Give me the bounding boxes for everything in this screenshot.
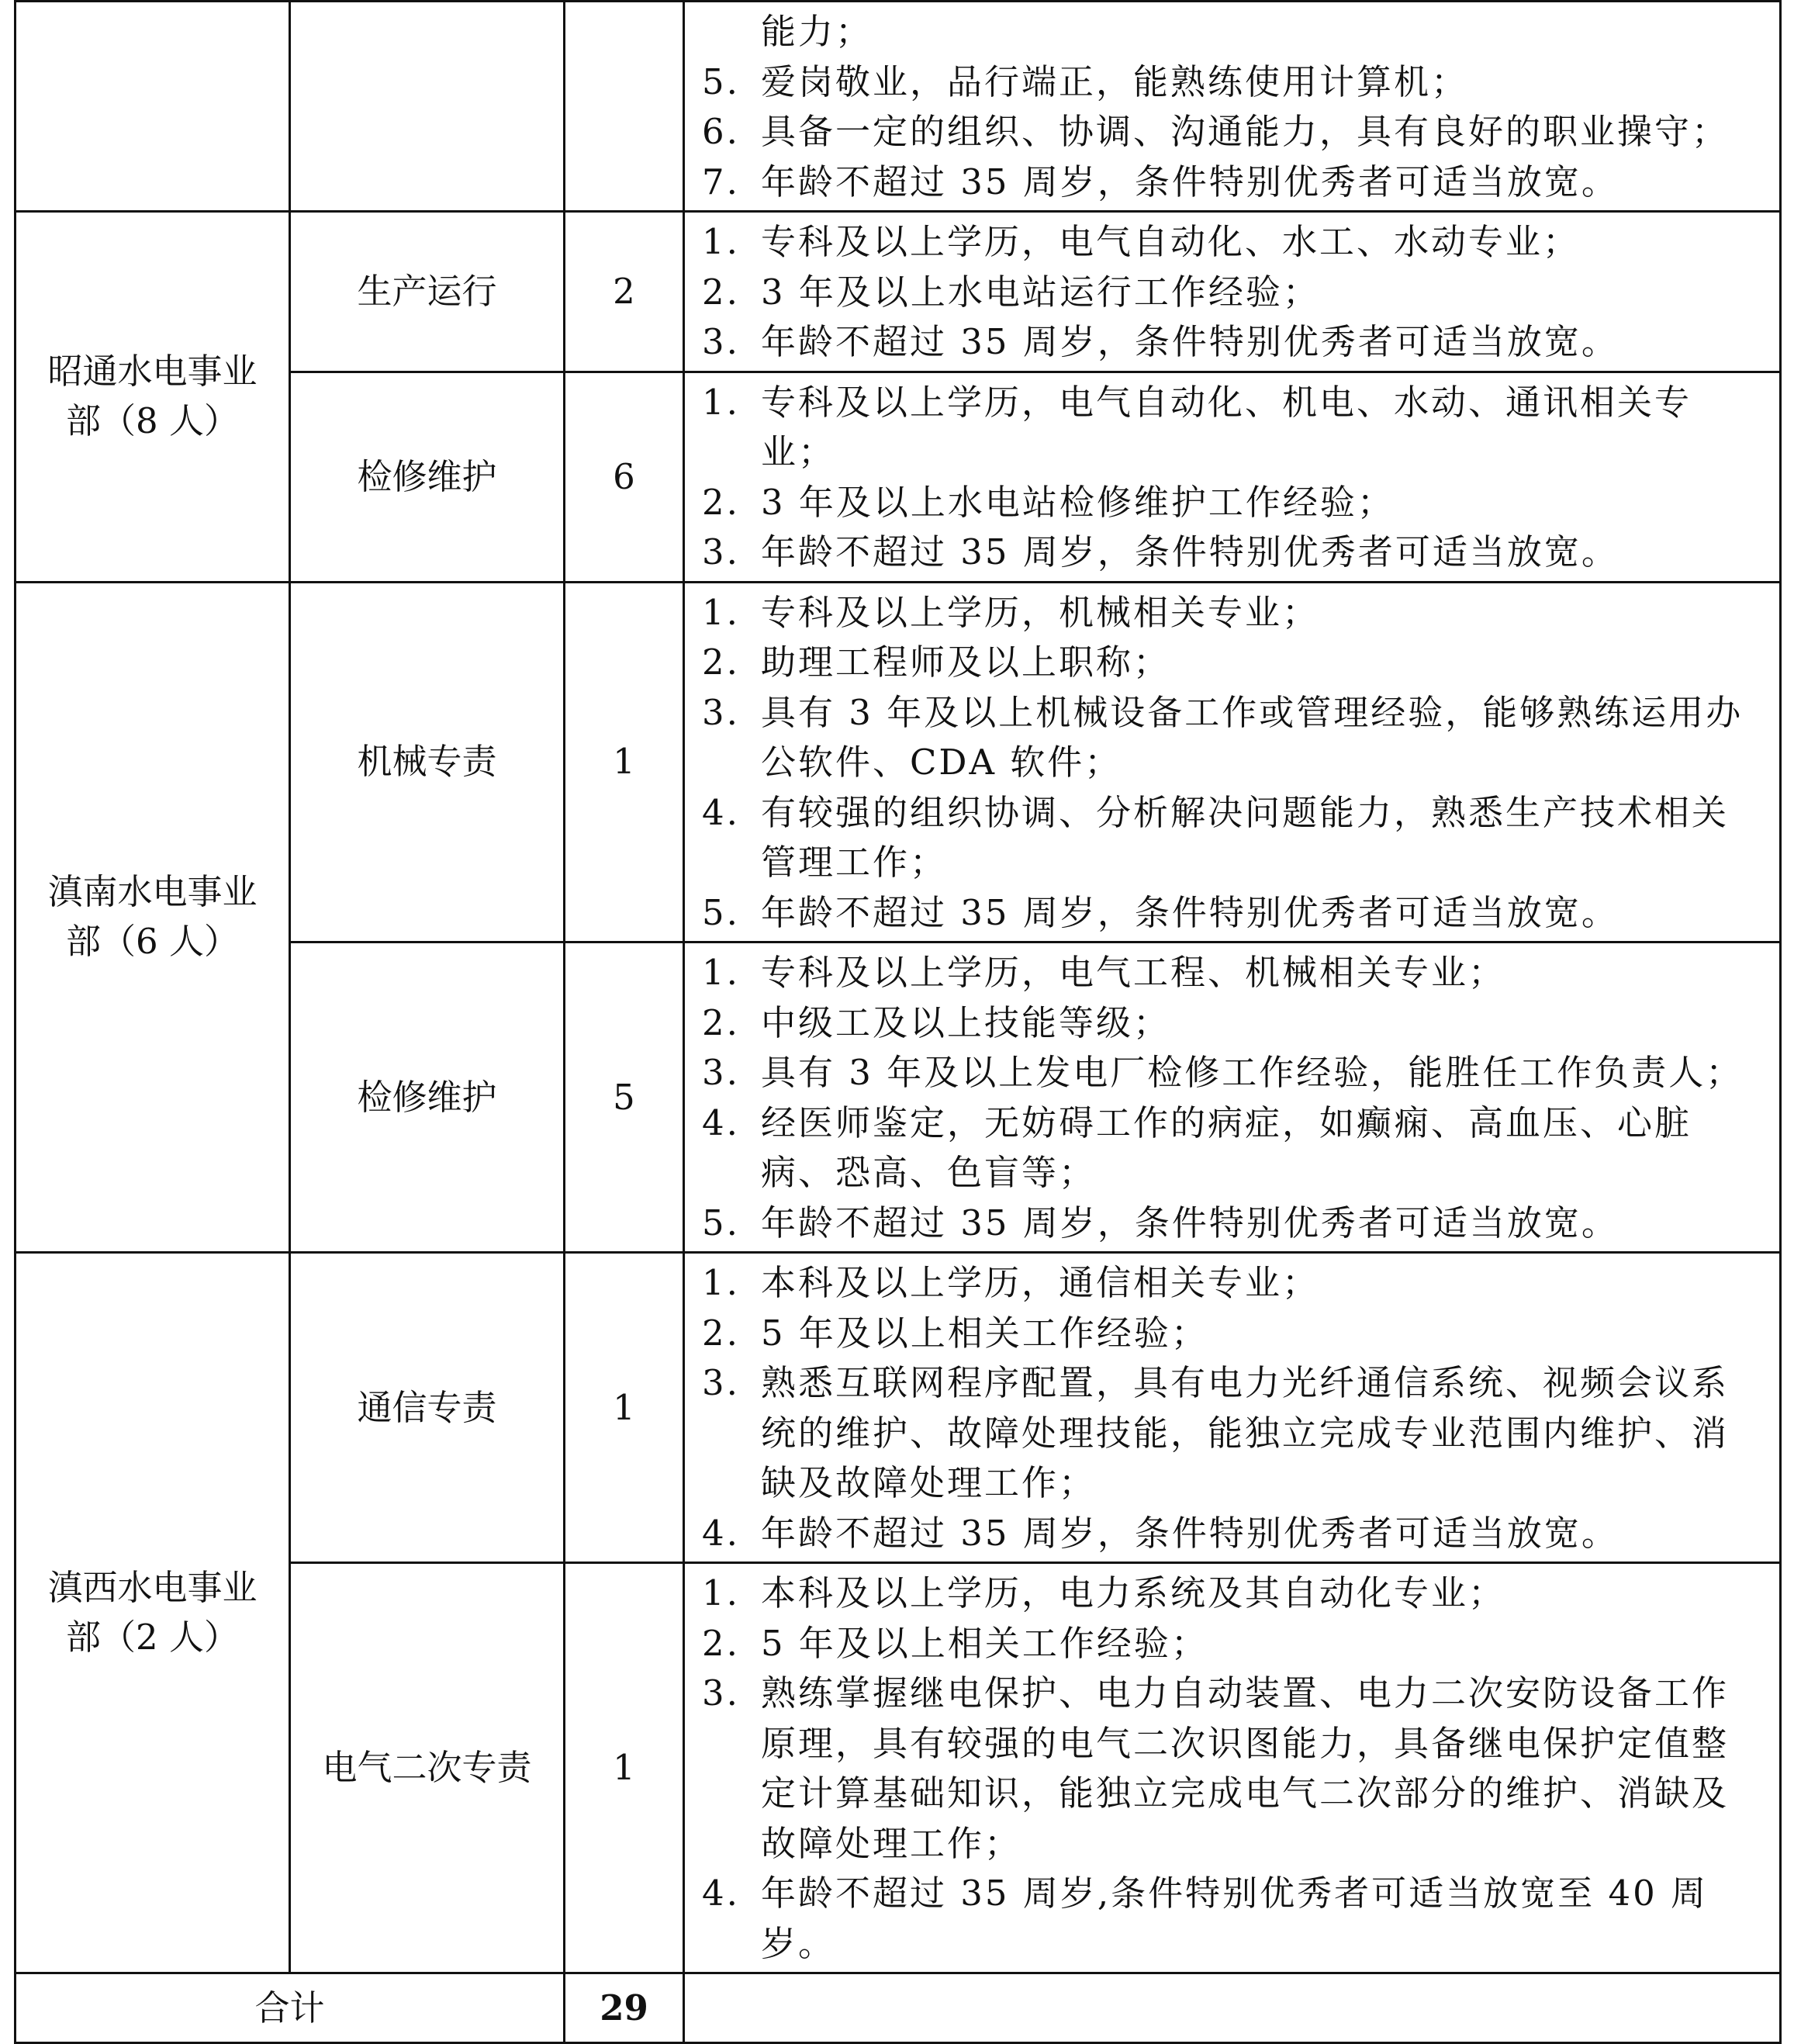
table-row [16,2,1781,212]
total-label: 合计 [16,1973,565,2043]
department-name-line: 昭通水电事业 [47,351,258,393]
requirement-number: 3. [702,1362,740,1403]
table-body [16,2,1781,2043]
requirements-cell [684,2,1781,212]
requirement-number: 1. [702,221,740,262]
total-headcount: 29 [565,1973,684,2043]
requirement-text: 年龄不超过 35 周岁,条件特别优秀者可适当放宽至 40 周岁。 [761,1873,1709,1964]
requirement-text: 专科及以上学历，电气自动化、机电、水动、通讯相关专业； [761,381,1692,472]
requirement-number: 3. [702,1052,740,1093]
headcount-cell: 1 [565,1563,684,1973]
requirement-item [700,7,1765,57]
requirement-text: 本科及以上学历，电力系统及其自动化专业； [761,1572,1506,1613]
requirement-text: 专科及以上学历，机械相关专业； [761,591,1320,633]
requirement-text: 能力； [761,11,873,52]
table-row [16,582,1781,942]
headcount-cell [565,2,684,212]
position-cell: 电气二次专责 [290,1563,565,1973]
table-row [16,212,1781,372]
table-row [16,1253,1781,1563]
requirement-item [700,1568,1765,1619]
requirement-item [700,1619,1765,1669]
position-cell: 检修维护 [290,942,565,1253]
requirement-text: 助理工程师及以上职称； [761,642,1171,683]
requirement-item [700,107,1765,157]
requirement-item [700,1669,1765,1869]
requirements-list [700,378,1765,578]
requirement-item [700,998,1765,1049]
requirement-text: 经医师鉴定，无妨碍工作的病症，如癫痫、高血压、心脏病、恐高、色盲等； [761,1102,1692,1193]
requirement-text: 年龄不超过 35 周岁，条件特别优秀者可适当放宽。 [761,891,1619,933]
position-cell [290,2,565,212]
requirement-item [700,217,1765,268]
requirements-list [700,7,1765,207]
requirement-item [700,1358,1765,1509]
requirement-item [700,478,1765,528]
requirement-item [700,638,1765,688]
requirement-number: 4. [702,791,740,833]
requirement-text: 具有 3 年及以上发电厂检修工作经验，能胜任工作负责人； [761,1052,1744,1093]
requirement-number: 2. [702,1001,740,1043]
department-cell [16,582,290,1253]
requirement-number: 3. [702,321,740,362]
requirement-number: 5. [702,891,740,933]
requirement-number: 4. [702,1102,740,1143]
total-requirements-empty [684,1973,1781,2043]
requirement-number: 2. [702,642,740,683]
requirement-number: 2. [702,481,740,523]
total-row [16,1973,1781,2043]
requirement-number: 1. [702,952,740,993]
requirement-text: 有较强的组织协调、分析解决问题能力，熟悉生产技术相关管理工作； [761,791,1730,883]
requirements-list [700,1568,1765,1969]
requirement-item [700,317,1765,368]
requirement-text: 3 年及以上水电站运行工作经验； [761,271,1320,313]
requirements-cell [684,1253,1781,1563]
requirement-item [700,1509,1765,1559]
requirement-item [700,157,1765,208]
requirement-number: 4. [702,1512,740,1554]
requirement-number: 5. [702,1202,740,1243]
requirement-item [700,268,1765,318]
requirements-list [700,948,1765,1248]
requirement-number: 3. [702,1672,740,1714]
requirement-text: 年龄不超过 35 周岁，条件特别优秀者可适当放宽。 [761,1512,1619,1554]
requirement-item [700,588,1765,638]
requirement-item [700,1309,1765,1359]
requirement-text: 5 年及以上相关工作经验； [761,1312,1208,1354]
document-page [14,0,1779,2044]
requirement-text: 熟练掌握继电保护、电力自动装置、电力二次安防设备工作原理，具有较强的电气二次识图能力，具备继电保护定值整定计算基础知识，能独立完成电气二次部分的维护、消缺及故障处理工作； [761,1672,1730,1864]
requirement-item [700,1048,1765,1098]
department-cell [16,212,290,583]
requirement-text: 专科及以上学历，电气自动化、水工、水动专业； [761,221,1581,262]
requirement-item [700,57,1765,108]
position-cell: 机械专责 [290,582,565,942]
requirement-text: 熟悉互联网程序配置，具有电力光纤通信系统、视频会议系统的维护、故障处理技能，能独立完成专业范围内维护、消缺及故障处理工作； [761,1362,1730,1503]
requirement-text: 年龄不超过 35 周岁，条件特别优秀者可适当放宽。 [761,531,1619,572]
requirements-cell [684,582,1781,942]
requirement-number: 4. [702,1873,740,1914]
requirement-text: 专科及以上学历，电气工程、机械相关专业； [761,952,1506,993]
requirement-number: 5. [702,61,740,102]
requirement-number: 3. [702,691,740,733]
headcount-cell: 6 [565,372,684,582]
requirements-cell [684,942,1781,1253]
department-cell [16,1253,290,1973]
headcount-cell: 1 [565,582,684,942]
requirement-text: 具有 3 年及以上机械设备工作或管理经验，能够熟练运用办公软件、CDA 软件； [761,691,1744,783]
department-name-line: 滇西水电事业 [47,1567,258,1608]
requirement-number: 1. [702,591,740,633]
requirement-number: 3. [702,531,740,572]
requirement-number: 2. [702,1622,740,1664]
headcount-cell: 5 [565,942,684,1253]
requirement-item [700,527,1765,578]
department-name-line: 部（2 人） [66,1617,239,1658]
requirements-list [700,588,1765,939]
position-cell: 检修维护 [290,372,565,582]
requirement-number: 7. [702,161,740,202]
requirement-number: 1. [702,381,740,423]
requirement-item [700,378,1765,478]
requirements-cell [684,212,1781,372]
requirement-number: 2. [702,1312,740,1354]
requirement-item [700,688,1765,788]
requirements-list [700,1258,1765,1558]
department-name-line: 部（8 人） [66,400,239,442]
requirement-item [700,1198,1765,1249]
requirements-cell [684,1563,1781,1973]
requirement-item [700,888,1765,939]
department-name-line: 部（6 人） [66,921,239,963]
requirement-text: 年龄不超过 35 周岁，条件特别优秀者可适当放宽。 [761,1202,1619,1243]
requirement-text: 中级工及以上技能等级； [761,1001,1171,1043]
requirement-number: 6. [702,111,740,152]
department-name-line: 滇南水电事业 [47,871,258,913]
requirement-number: 2. [702,271,740,313]
requirements-cell [684,372,1781,582]
requirement-item [700,788,1765,888]
requirement-item [700,948,1765,998]
requirement-text: 5 年及以上相关工作经验； [761,1622,1208,1664]
requirement-item [700,1258,1765,1309]
position-cell: 通信专责 [290,1253,565,1563]
requirements-list [700,217,1765,368]
requirement-text: 具备一定的组织、协调、沟通能力，具有良好的职业操守； [761,111,1730,152]
requirement-number: 1. [702,1262,740,1303]
recruitment-table [14,0,1782,2044]
requirement-text: 本科及以上学历，通信相关专业； [761,1262,1320,1303]
requirement-item [700,1869,1765,1969]
department-cell [16,2,290,212]
requirement-text: 爱岗敬业，品行端正，能熟练使用计算机； [761,61,1469,102]
requirement-text: 年龄不超过 35 周岁，条件特别优秀者可适当放宽。 [761,161,1619,202]
requirement-item [700,1098,1765,1198]
headcount-cell: 1 [565,1253,684,1563]
requirement-number: 1. [702,1572,740,1613]
position-cell: 生产运行 [290,212,565,372]
requirement-text: 年龄不超过 35 周岁，条件特别优秀者可适当放宽。 [761,321,1619,362]
requirement-text: 3 年及以上水电站检修维护工作经验； [761,481,1395,523]
headcount-cell: 2 [565,212,684,372]
